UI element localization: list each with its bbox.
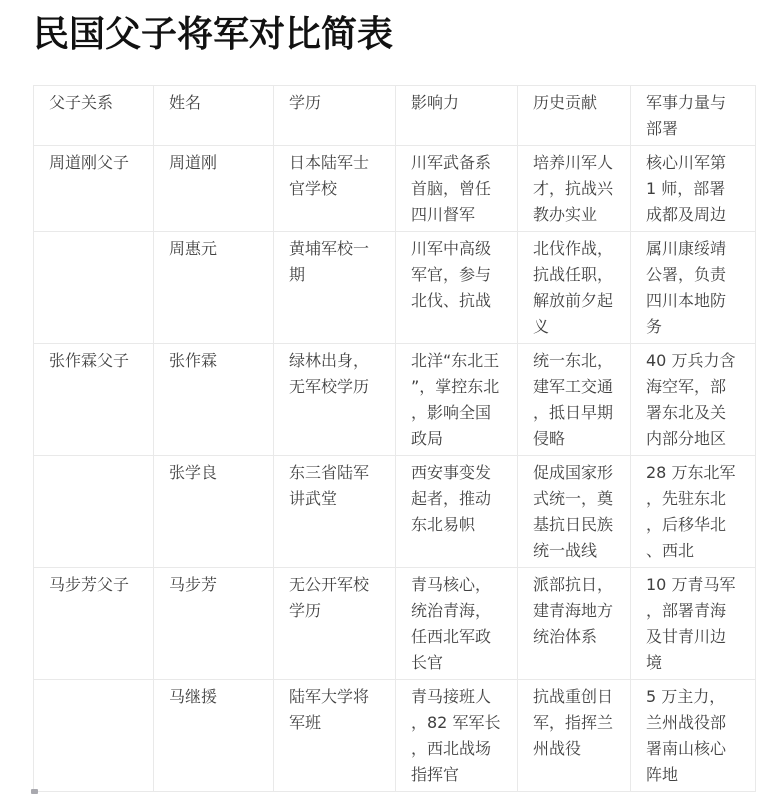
- cell-name: 周道刚: [154, 146, 274, 232]
- table-row: [34, 680, 756, 792]
- column-header-influence: 影响力: [396, 86, 518, 146]
- column-header-relation: 父子关系: [34, 86, 154, 146]
- cell-military: 核心川军第 1 师，部署成都及周边: [631, 146, 756, 232]
- cell-education: 日本陆军士官学校: [274, 146, 396, 232]
- cell-influence: 川军中高级军官，参与北伐、抗战: [396, 232, 518, 344]
- cell-influence: 川军武备系首脑，曾任四川督军: [396, 146, 518, 232]
- cell-contribution: 促成国家形式统一，奠基抗日民族统一战线: [518, 456, 631, 568]
- cell-contribution: 派部抗日，建青海地方统治体系: [518, 568, 631, 680]
- cell-relation: 张作霖父子: [34, 344, 154, 456]
- horizontal-scrollbar-thumb[interactable]: [31, 789, 38, 794]
- cell-influence: 青马接班人，82 军军长，西北战场指挥官: [396, 680, 518, 792]
- cell-relation: [34, 680, 154, 792]
- column-header-education: 学历: [274, 86, 396, 146]
- cell-name: 马继援: [154, 680, 274, 792]
- cell-name: 张学良: [154, 456, 274, 568]
- cell-influence: 西安事变发起者，推动东北易帜: [396, 456, 518, 568]
- cell-education: 黄埔军校一期: [274, 232, 396, 344]
- cell-education: 东三省陆军讲武堂: [274, 456, 396, 568]
- column-header-military: 军事力量与部署: [631, 86, 756, 146]
- cell-contribution: 培养川军人才，抗战兴教办实业: [518, 146, 631, 232]
- cell-military: 5 万主力，兰州战役部署南山核心阵地: [631, 680, 756, 792]
- table-row: [34, 456, 756, 568]
- cell-military: 10 万青马军，部署青海及甘青川边境: [631, 568, 756, 680]
- table-row: [34, 146, 756, 232]
- cell-education: 无公开军校学历: [274, 568, 396, 680]
- cell-contribution: 北伐作战，抗战任职，解放前夕起义: [518, 232, 631, 344]
- cell-name: 张作霖: [154, 344, 274, 456]
- cell-relation: 周道刚父子: [34, 146, 154, 232]
- cell-military: 28 万东北军，先驻东北，后移华北、西北: [631, 456, 756, 568]
- cell-military: 属川康绥靖公署，负责四川本地防务: [631, 232, 756, 344]
- cell-contribution: 抗战重创日军，指挥兰州战役: [518, 680, 631, 792]
- cell-education: 陆军大学将军班: [274, 680, 396, 792]
- table-row: [34, 232, 756, 344]
- cell-relation: [34, 456, 154, 568]
- cell-contribution: 统一东北，建军工交通，抵日早期侵略: [518, 344, 631, 456]
- table-header-row: [34, 86, 756, 146]
- cell-relation: [34, 232, 154, 344]
- cell-name: 周惠元: [154, 232, 274, 344]
- table-row: [34, 344, 756, 456]
- cell-influence: 北洋“东北王”，掌控东北，影响全国政局: [396, 344, 518, 456]
- page-title: 民国父子将军对比简表: [33, 14, 394, 55]
- cell-relation: 马步芳父子: [34, 568, 154, 680]
- column-header-contribution: 历史贡献: [518, 86, 631, 146]
- table-row: [34, 568, 756, 680]
- cell-name: 马步芳: [154, 568, 274, 680]
- column-header-name: 姓名: [154, 86, 274, 146]
- cell-influence: 青马核心，统治青海，任西北军政长官: [396, 568, 518, 680]
- comparison-table: [33, 85, 756, 792]
- cell-education: 绿林出身，无军校学历: [274, 344, 396, 456]
- cell-military: 40 万兵力含海空军，部署东北及关内部分地区: [631, 344, 756, 456]
